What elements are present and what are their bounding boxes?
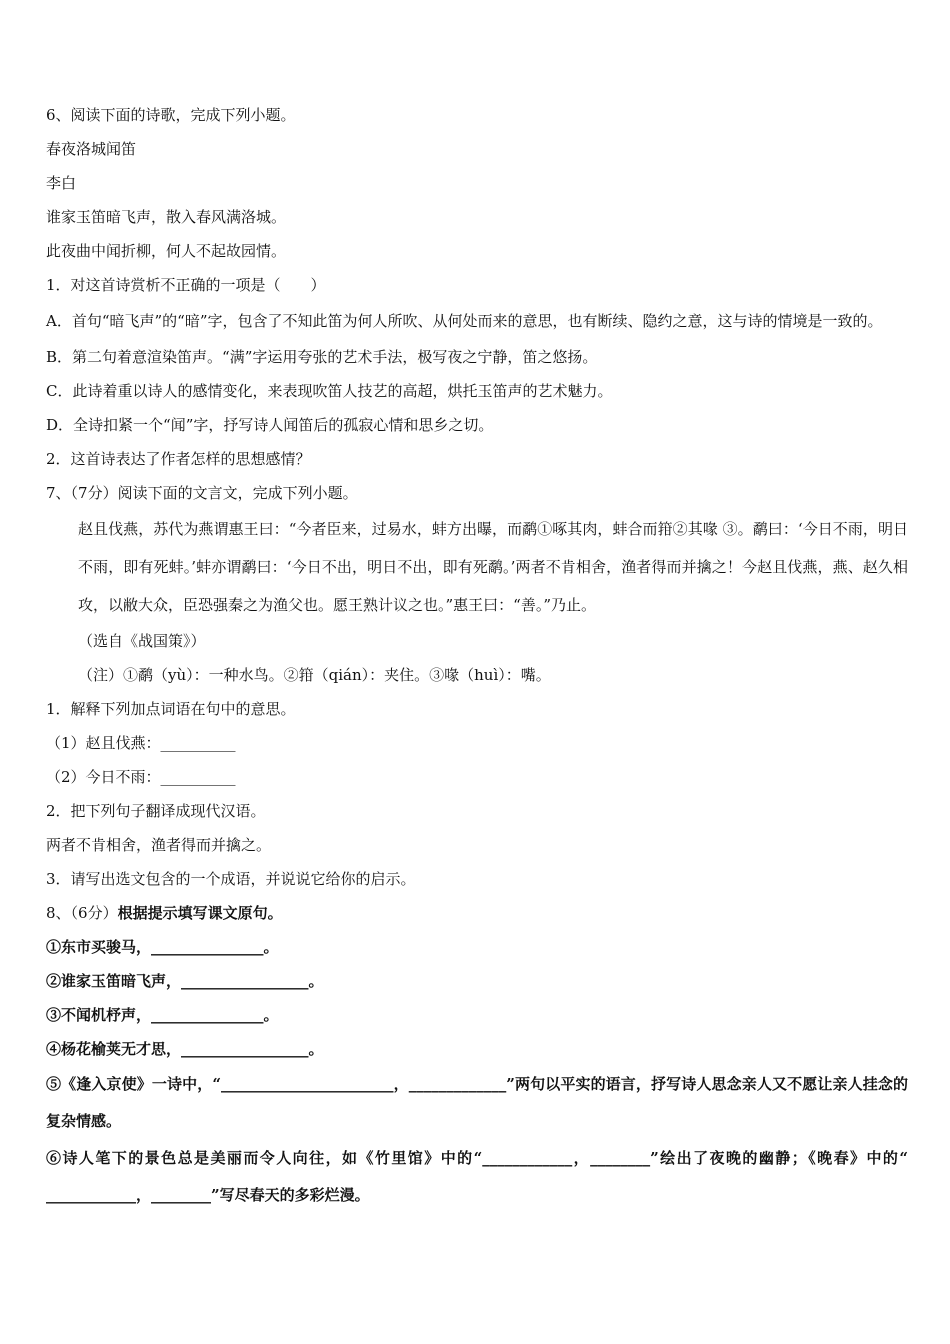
q7-sub2-sentence: 两者不肯相舍，渔者得而并擒之。 bbox=[46, 836, 272, 854]
q8-section bbox=[46, 896, 908, 1214]
q6-sub2: 2．这首诗表达了作者怎样的思想感情？ bbox=[46, 450, 311, 468]
q6-sub1: 1．对这首诗赏析不正确的一项是（ ） bbox=[46, 276, 326, 294]
q7-sub1-b: （2）今日不雨：__________ bbox=[46, 768, 236, 786]
q8-item-1: ①东市买骏马，_______________。 bbox=[46, 938, 279, 956]
q8-item-5: ⑤《逢入京使》一诗中，“_______________________，_____________”两句以平实的语言，抒写诗人思念亲人又不愿让亲人挂念的复杂情感。 bbox=[46, 1075, 908, 1130]
q7-sub1-a: （1）赵且伐燕：__________ bbox=[46, 734, 236, 752]
option-b: B．第二句着意渲染笛声。“满”字运用夸张的艺术手法，极写夜之宁静，笛之悠扬。 bbox=[46, 348, 598, 366]
option-c: C．此诗着重以诗人的感情变化，来表现吹笛人技艺的高超，烘托玉笛声的艺术魅力。 bbox=[46, 382, 613, 400]
q7-passage: 赵且伐燕，苏代为燕谓惠王曰：“今者臣来，过易水，蚌方出曝，而鹬①啄其肉，蚌合而箝②其喙 ③。鹬曰：‘今日不雨，明日不雨，即有死蚌。’蚌亦谓鹬曰：‘今日不出，明日不出，即有死鹬。’两者不肯相舍，渔者得而并擒之！今赵且伐燕，燕、赵久相攻，以敝大众，臣恐强秦之为渔父也。愿王熟计议之也。”惠王曰：“善。”乃止。 bbox=[78, 520, 908, 614]
q6-header: 6、阅读下面的诗歌，完成下列小题。 bbox=[46, 106, 296, 124]
q8-item-3: ③不闻机杼声，_______________。 bbox=[46, 1006, 279, 1024]
option-d: D．全诗扣紧一个“闻”字，抒写诗人闻笛后的孤寂心情和思乡之切。 bbox=[46, 416, 494, 434]
q8-item-4: ④杨花榆荚无才思，_________________。 bbox=[46, 1040, 324, 1058]
q7-header: 7、（7分）阅读下面的文言文，完成下列小题。 bbox=[46, 484, 358, 502]
q7-source: （选自《战国策》） bbox=[78, 632, 206, 650]
q8-header bbox=[46, 896, 908, 930]
poem-line-1: 谁家玉笛暗飞声，散入春风满洛城。 bbox=[46, 208, 287, 226]
poem-line-2: 此夜曲中闻折柳，何人不起故园情。 bbox=[46, 242, 287, 260]
exam-page bbox=[46, 98, 908, 1214]
q8-item-2: ②谁家玉笛暗飞声，_________________。 bbox=[46, 972, 324, 990]
q8-header-text: 根据提示填写课文原句。 bbox=[117, 904, 283, 922]
q7-sub1: 1．解释下列加点词语在句中的意思。 bbox=[46, 700, 296, 718]
option-a: A．首句“暗飞声”的“暗”字，包含了不知此笛为何人所吹、从何处而来的意思，也有断续、隐约之意，这与诗的情境是一致的。 bbox=[46, 312, 883, 330]
q7-note: （注）①鹬（yù）：一种水鸟。②箝（qián）：夹住。③喙（huì）：嘴。 bbox=[78, 666, 551, 684]
q7-sub2: 2．把下列句子翻译成现代汉语。 bbox=[46, 802, 266, 820]
poem-title: 春夜洛城闻笛 bbox=[46, 140, 137, 158]
q7-sub3: 3．请写出选文包含的一个成语，并说说它给你的启示。 bbox=[46, 870, 416, 888]
q8-header-prefix: 8、（6分） bbox=[46, 904, 118, 922]
poem-author: 李白 bbox=[46, 174, 77, 192]
q8-item-6: ⑥诗人笔下的景色总是美丽而令人向往，如《竹里馆》中的“____________，________”绘出了夜晚的幽静；《晚春》中的“ ____________，________”写尽春天的多彩烂漫。 bbox=[46, 1149, 908, 1204]
